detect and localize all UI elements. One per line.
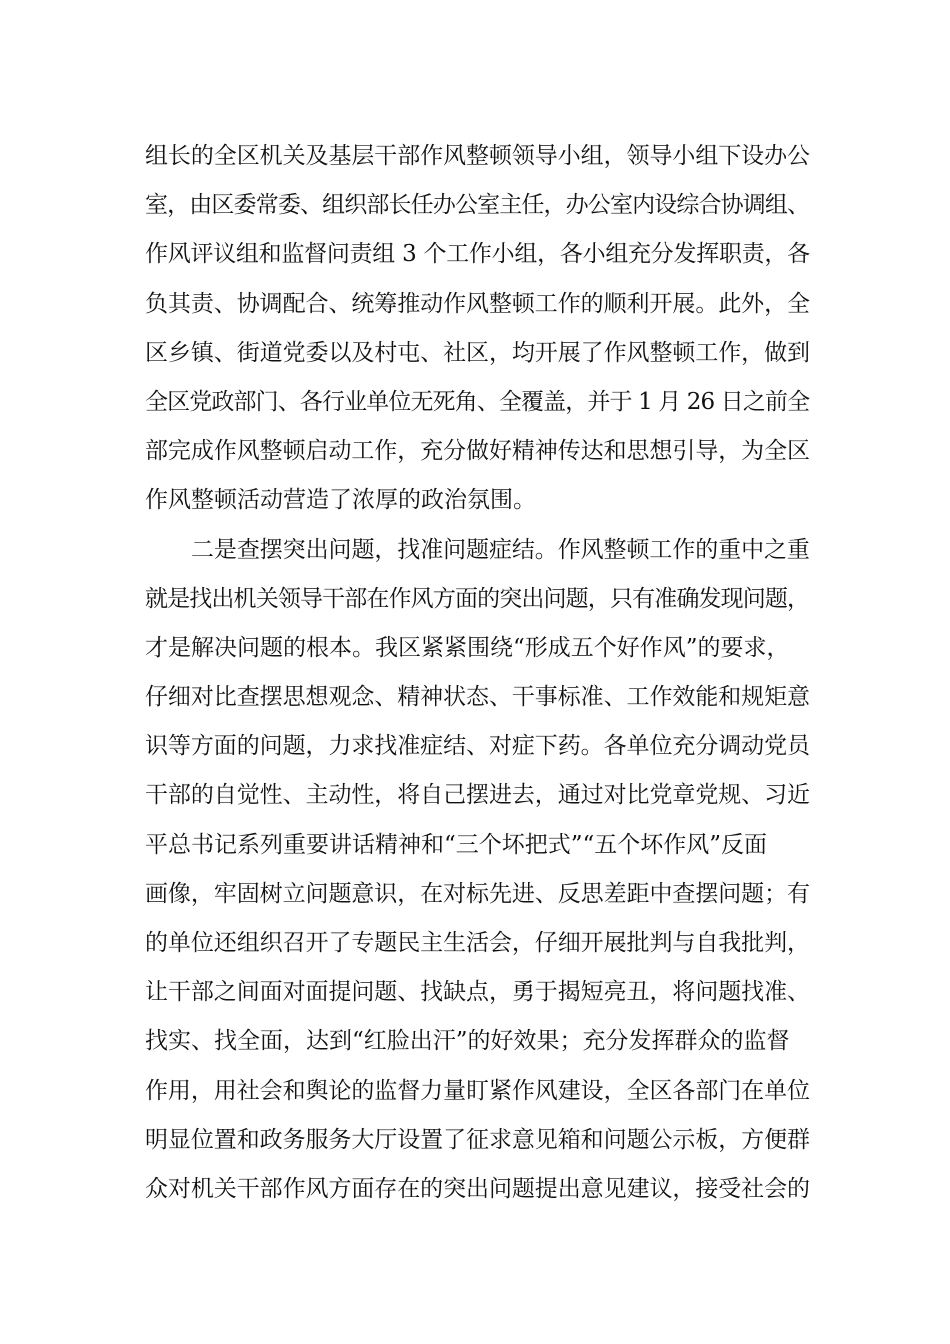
text-line: 区乡镇、街道党委以及村屯、社区，均开展了作风整顿工作，做到 [145,339,810,366]
text-line: 让干部之间面对面提问题、找缺点，勇于揭短亮丑，将问题找准、 [145,979,810,1006]
text-line: 部完成作风整顿启动工作，充分做好精神传达和思想引导，为全区 [145,438,810,465]
body-text [145,132,810,1214]
text-line: 组长的全区机关及基层干部作风整顿领导小组，领导小组下设办公 [145,143,810,169]
text-line: 识等方面的问题，力求找准症结、对症下药。各单位充分调动党员 [145,733,810,760]
text-line: 作风评议组和监督问责组 3 个工作小组，各小组充分发挥职责，各 [145,241,810,268]
text-line: 平总书记系列重要讲话精神和“三个坏把式”“五个坏作风”反面 [145,831,768,858]
text-line: 作用，用社会和舆论的监督力量盯紧作风建设，全区各部门在单位 [145,1077,810,1104]
text-line: 众对机关干部作风方面存在的突出问题提出意见建议，接受社会的 [145,1175,810,1202]
text-line: 明显位置和政务服务大厅设置了征求意见箱和问题公示板，方便群 [145,1126,810,1153]
text-line: 仔细对比查摆思想观念、精神状态、干事标准、工作效能和规矩意 [145,684,810,711]
text-line: 才是解决问题的根本。我区紧紧围绕“形成五个好作风”的要求， [145,634,790,661]
text-line: 全区党政部门、各行业单位无死角、全覆盖，并于 1 月 26 日之前全 [145,388,810,415]
text-line: 画像，牢固树立问题意识，在对标先进、反思差距中查摆问题；有 [145,880,810,907]
text-line: 室，由区委常委、组织部长任办公室主任，办公室内设综合协调组、 [145,192,810,219]
text-line: 的单位还组织召开了专题民主生活会，仔细开展批判与自我批判， [145,930,810,956]
text-line: 负其责、协调配合、统筹推动作风整顿工作的顺利开展。此外，全 [145,290,810,317]
text-line: 就是找出机关领导干部在作风方面的突出问题，只有准确发现问题， [145,585,810,612]
paragraph-first-line: 二是查摆突出问题，找准问题症结。作风整顿工作的重中之重 [191,536,810,563]
text-line: 找实、找全面，达到“红脸出汗”的好效果；充分发挥群众的监督 [145,1028,790,1055]
text-line: 干部的自觉性、主动性，将自己摆进去，通过对比党章党规、习近 [145,782,810,809]
text-line: 作风整顿活动营造了浓厚的政治氛围。 [145,487,536,514]
